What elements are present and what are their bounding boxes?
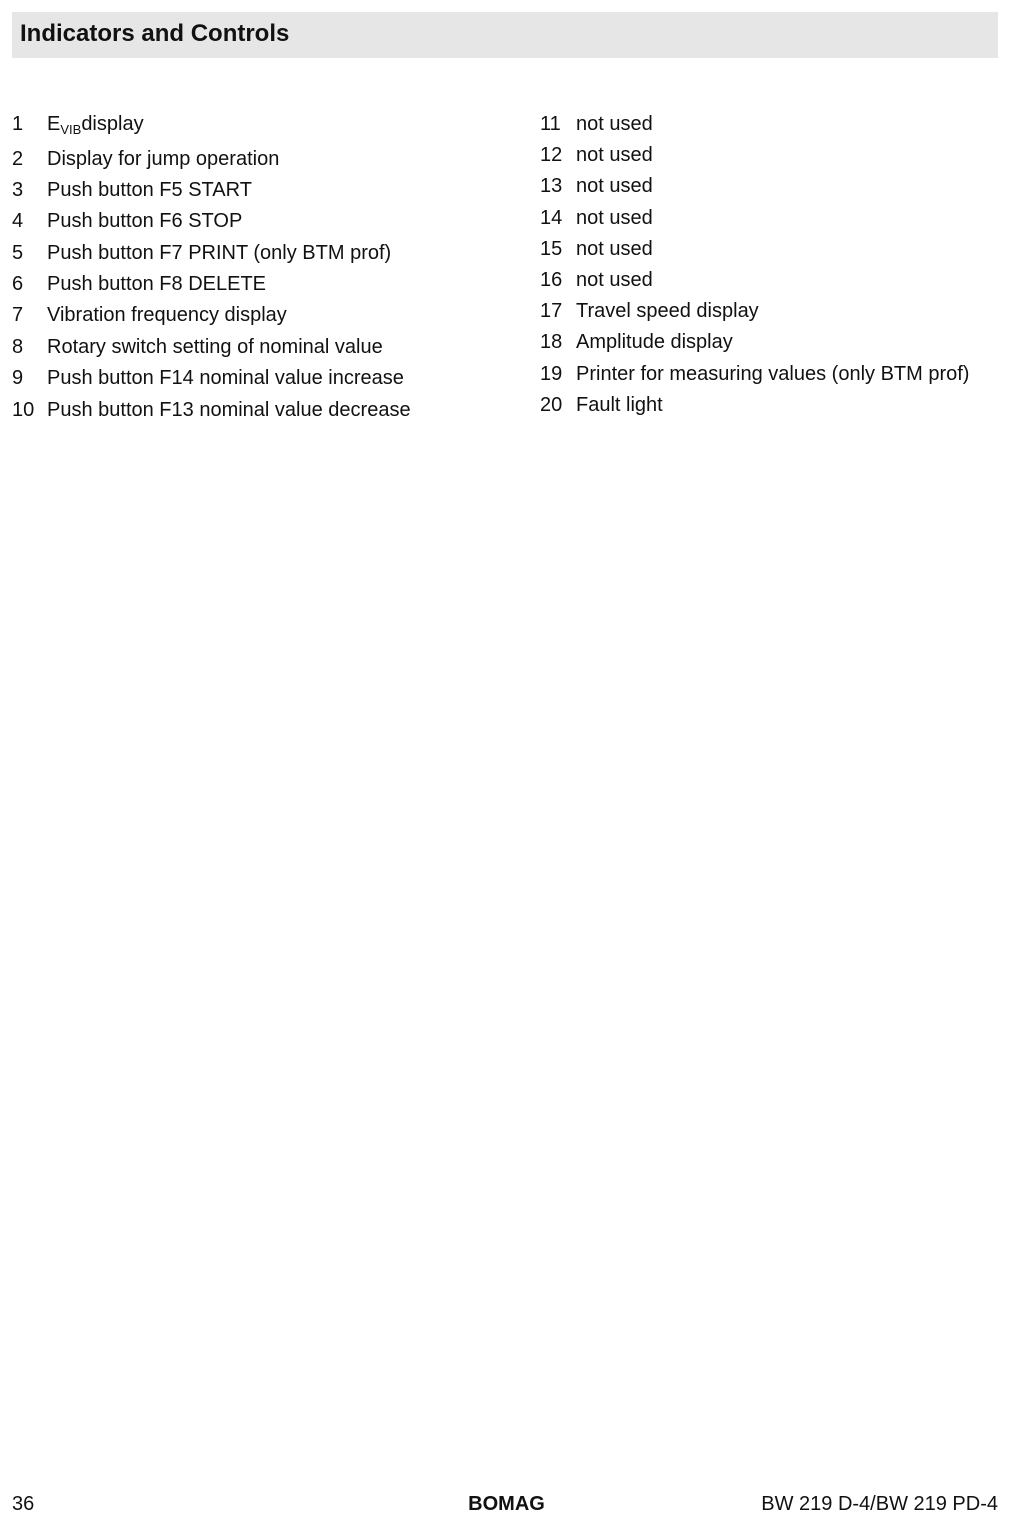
legend-item-number: 19 bbox=[540, 362, 563, 385]
legend-item bbox=[12, 242, 512, 273]
legend-item bbox=[540, 394, 1000, 425]
legend-item-number: 12 bbox=[540, 144, 563, 167]
legend-item-number: 20 bbox=[540, 393, 563, 416]
legend-item bbox=[12, 367, 512, 398]
legend-item-number: 2 bbox=[12, 147, 24, 170]
legend-item-text: not used bbox=[576, 206, 653, 229]
legend-item-number: 4 bbox=[12, 210, 24, 233]
legend-item bbox=[12, 273, 512, 304]
legend-item bbox=[540, 207, 1000, 238]
legend-item-text: not used bbox=[576, 237, 653, 260]
legend-item bbox=[540, 269, 1000, 300]
legend-item-text: Display for jump operation bbox=[47, 147, 280, 170]
legend-item bbox=[12, 148, 512, 179]
legend-item-number: 16 bbox=[540, 268, 563, 291]
legend-item bbox=[540, 331, 1000, 362]
legend-item-number: 5 bbox=[12, 241, 24, 264]
legend-item-number: 7 bbox=[12, 304, 24, 327]
legend-item-text: Printer for measuring values (only BTM prof) bbox=[576, 362, 970, 385]
legend-item-number: 11 bbox=[540, 113, 561, 135]
legend-item-text: Travel speed display bbox=[576, 300, 759, 323]
legend-item bbox=[12, 113, 512, 148]
legend-item-text: Push button F5 START bbox=[47, 178, 252, 201]
legend-list-left bbox=[12, 113, 512, 430]
legend-item-text: Vibration frequency display bbox=[47, 304, 287, 327]
legend-item bbox=[12, 336, 512, 367]
legend-item bbox=[540, 300, 1000, 331]
legend-item-number: 15 bbox=[540, 237, 563, 260]
legend-item-number: 10 bbox=[12, 398, 35, 421]
legend-item bbox=[540, 144, 1000, 175]
legend-item-text: Push button F14 nominal value increase bbox=[47, 367, 404, 390]
legend-list-right bbox=[540, 113, 1000, 425]
legend-item-text: not used bbox=[576, 113, 653, 135]
legend-item-number: 1 bbox=[12, 113, 24, 135]
subscript: VIB bbox=[60, 122, 82, 137]
legend-item-text: Rotary switch setting of nominal value bbox=[47, 335, 383, 358]
section-header bbox=[12, 12, 998, 58]
legend-item-number: 14 bbox=[540, 206, 563, 229]
legend-item-text: Push button F6 STOP bbox=[47, 210, 243, 233]
legend-item-text: Push button F8 DELETE bbox=[47, 273, 267, 296]
legend-item bbox=[540, 113, 1000, 144]
legend-item-number: 13 bbox=[540, 175, 563, 198]
legend-item-text: not used bbox=[576, 175, 653, 198]
legend-item bbox=[12, 304, 512, 335]
page-number: 36 bbox=[12, 1493, 35, 1515]
page-title: Indicators and Controls bbox=[20, 20, 290, 47]
legend-item bbox=[540, 363, 1000, 394]
legend-item-number: 17 bbox=[540, 300, 563, 323]
legend-item-text: Push button F7 PRINT (only BTM prof) bbox=[47, 241, 392, 264]
legend-item-text: not used bbox=[576, 268, 653, 291]
footer-brand: BOMAG bbox=[468, 1493, 545, 1515]
legend-item bbox=[12, 399, 512, 430]
legend-item bbox=[540, 238, 1000, 269]
legend-item-number: 9 bbox=[12, 367, 24, 390]
legend-item-number: 3 bbox=[12, 178, 24, 201]
legend-item-number: 6 bbox=[12, 273, 24, 296]
legend-item-text: not used bbox=[576, 144, 653, 167]
legend-item bbox=[12, 210, 512, 241]
footer-model: BW 219 D-4/BW 219 PD-4 bbox=[761, 1493, 998, 1515]
legend-item-text: $E_{VIB}display$ bbox=[47, 113, 144, 137]
legend-item-number: 8 bbox=[12, 335, 24, 358]
legend-item bbox=[540, 175, 1000, 206]
legend-item-number: 18 bbox=[540, 331, 563, 354]
legend-item-text: Fault light bbox=[576, 393, 663, 416]
legend-item-text: Amplitude display bbox=[576, 331, 733, 354]
legend-item bbox=[12, 179, 512, 210]
legend-item-text: Push button F13 nominal value decrease bbox=[47, 398, 411, 421]
